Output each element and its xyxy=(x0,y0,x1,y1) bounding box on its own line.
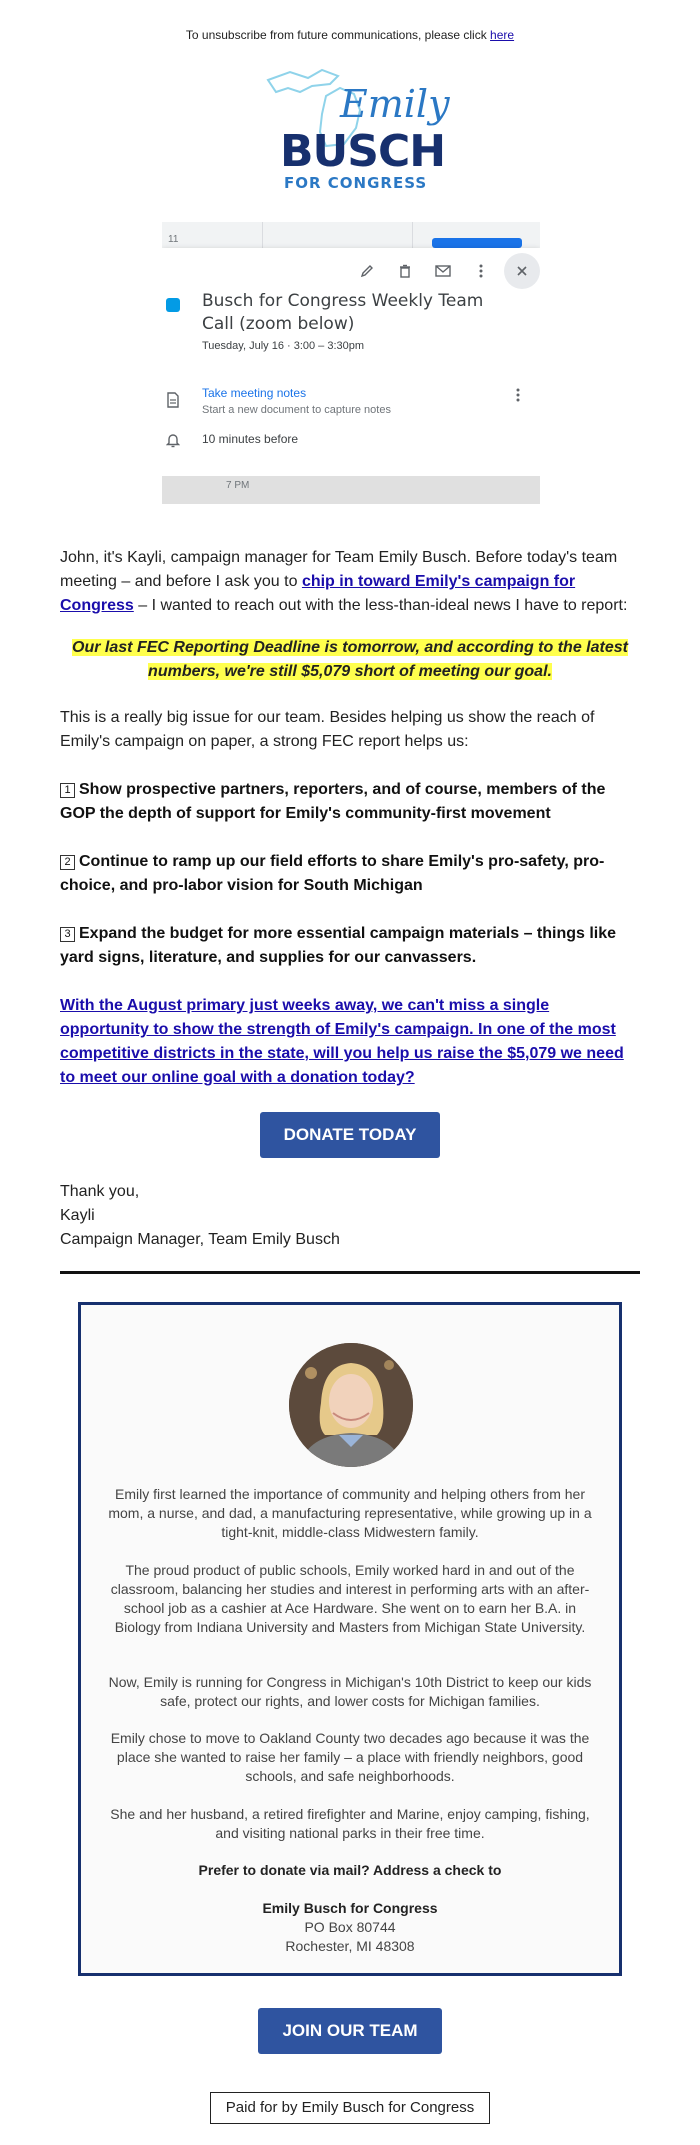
intro-paragraph xyxy=(60,546,640,618)
avatar xyxy=(289,1343,413,1467)
intro-text-1: John, it's Kayli, campaign manager for Team Emily Busch. Before today's team meeting – and before I ask you to xyxy=(60,549,618,590)
calendar-invite-image xyxy=(162,222,540,504)
intro-text-2: – I wanted to reach out with the less-than-ideal news I have to report: xyxy=(133,597,628,614)
mail-prompt: Prefer to donate via mail? Address a check to xyxy=(198,1862,502,1878)
donate-button[interactable]: DONATE TODAY xyxy=(260,1112,440,1158)
event-datetime: Tuesday, July 16 · 3:00 – 3:30pm xyxy=(202,340,365,352)
unsubscribe-text: To unsubscribe from future communications, please click xyxy=(185,28,491,42)
unsubscribe-notice xyxy=(0,28,700,42)
event-title: Busch for Congress Weekly Team Call (zoom below) xyxy=(202,291,484,334)
appeal-link[interactable]: With the August primary just weeks away, we can't miss a single opportunity to show the strength of Emily's campaign. In one of the most competitive districts in the state, will you help us raise the $5,079 we need to meet our online goal with a donation today? xyxy=(60,997,624,1086)
close-icon[interactable] xyxy=(504,253,540,289)
number-badge: 1 xyxy=(60,783,75,798)
signoff xyxy=(60,1180,340,1252)
bio-paragraph: The proud product of public schools, Emily worked hard in and out of the classroom, balancing her studies and interest in performing arts with an after-school job as a cashier at Ace Hardware. She went on to earn her B.A. in Biology from Indiana University and Masters from Michigan State University. xyxy=(110,1562,590,1635)
paid-for-disclaimer: Paid for by Emily Busch for Congress xyxy=(210,2092,490,2124)
event-toolbar xyxy=(348,248,540,294)
list-item xyxy=(60,850,640,898)
signoff-thanks: Thank you, xyxy=(60,1183,140,1200)
point-text: Show prospective partners, reporters, and of course, members of the GOP the depth of support for Emily's community-first movement xyxy=(60,781,606,822)
bio-paragraph: Emily first learned the importance of community and helping others from her mom, a nurse, and dad, a manufacturing representative, while growing up in a tight-knit, middle-class Midwestern family. xyxy=(108,1486,592,1540)
event-detail-card xyxy=(162,248,540,476)
logo-first-name: Emily xyxy=(340,82,450,126)
email-icon[interactable] xyxy=(424,252,462,290)
bio-paragraph: Now, Emily is running for Congress in Michigan's 10th District to keep our kids safe, protect our rights, and lower costs for Michigan families. xyxy=(108,1674,592,1709)
event-reminder: 10 minutes before xyxy=(202,432,299,446)
delete-icon[interactable] xyxy=(386,252,424,290)
point-text: Expand the budget for more essential campaign materials – things like yard signs, literature, and supplies for our canvassers. xyxy=(60,925,617,966)
number-badge: 2 xyxy=(60,855,75,870)
take-notes-link[interactable]: Take meeting notes xyxy=(202,386,307,400)
bell-icon xyxy=(166,432,180,453)
appeal-paragraph xyxy=(60,994,640,1090)
more-options-icon[interactable] xyxy=(462,252,500,290)
big-issue-paragraph: This is a really big issue for our team. Besides helping us show the reach of Emily's campaign on paper, a strong FEC report helps us: xyxy=(60,709,595,750)
fec-deadline-highlight xyxy=(60,636,640,684)
calendar-background-bottom xyxy=(162,476,540,504)
bio-paragraph: Emily chose to move to Oakland County two decades ago because it was the place she wanted to raise her family – a place with friendly neighbors, good schools, and safe neighborhoods. xyxy=(110,1730,590,1784)
join-team-button[interactable]: JOIN OUR TEAM xyxy=(258,2008,442,2054)
mail-address-line1: PO Box 80744 xyxy=(304,1919,396,1935)
mail-address-line2: Rochester, MI 48308 xyxy=(285,1938,415,1954)
chip-in-link[interactable]: chip in toward Emily's campaign for Congress xyxy=(60,573,576,614)
list-item xyxy=(60,778,640,826)
signoff-name: Kayli xyxy=(60,1207,95,1224)
calendar-event-chip xyxy=(432,238,522,248)
unsubscribe-link[interactable]: here xyxy=(490,28,515,42)
section-divider xyxy=(60,1271,640,1274)
campaign-logo xyxy=(260,62,450,192)
edit-icon[interactable] xyxy=(348,252,386,290)
bio-paragraph: She and her husband, a retired firefighter and Marine, enjoy camping, fishing, and visiting national parks in their free time. xyxy=(110,1806,590,1841)
notes-more-icon[interactable] xyxy=(516,388,520,407)
logo-last-name: BUSCH xyxy=(280,126,446,177)
bio-box xyxy=(78,1302,622,1976)
calendar-hour-label: 11 xyxy=(168,234,179,245)
calendar-hour-label: 7 PM xyxy=(226,480,250,491)
event-color-swatch xyxy=(166,298,180,312)
document-icon xyxy=(166,392,180,413)
mail-address-name: Emily Busch for Congress xyxy=(262,1900,438,1916)
take-notes-subtitle: Start a new document to capture notes xyxy=(202,404,391,416)
signoff-title: Campaign Manager, Team Emily Busch xyxy=(60,1231,340,1248)
number-badge: 3 xyxy=(60,927,75,942)
point-text: Continue to ramp up our field efforts to share Emily's pro-safety, pro-choice, and pro-labor vision for South Michigan xyxy=(60,853,605,894)
list-item xyxy=(60,922,640,970)
logo-tagline: FOR CONGRESS xyxy=(284,174,428,192)
highlight-text: Our last FEC Reporting Deadline is tomorrow, and according to the latest numbers, we're still $5,079 short of meeting our goal. xyxy=(72,639,628,680)
